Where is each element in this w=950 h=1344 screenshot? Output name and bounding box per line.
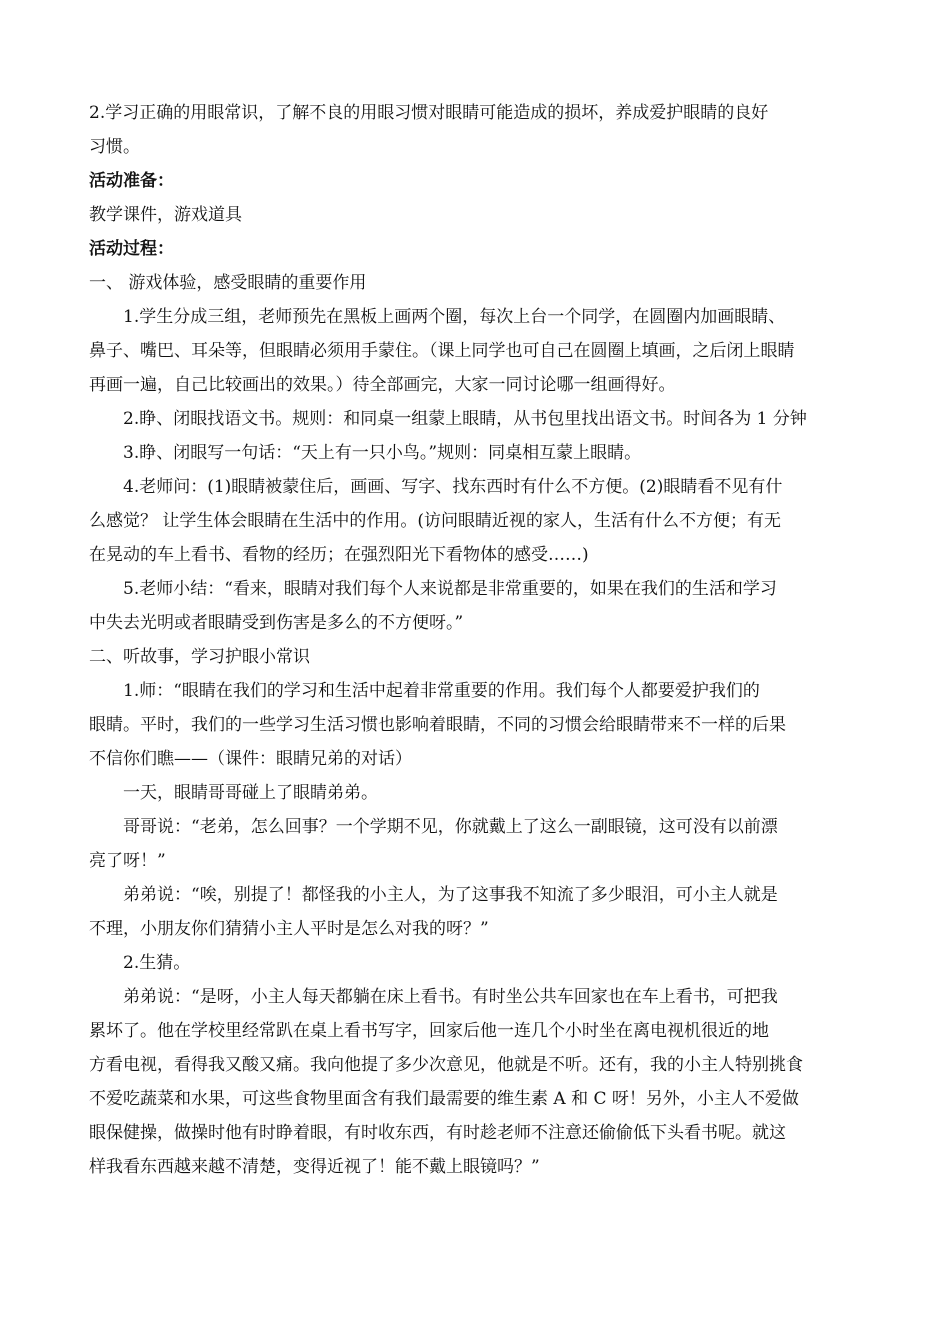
doc-line: 再画一遍，自己比较画出的效果。）待全部画完，大家一同讨论哪一组画得好。 (89, 375, 676, 395)
doc-line: 1.学生分成三组，老师预先在黑板上画两个圈，每次上台一个同学，在圆圈内加画眼睛、 (123, 307, 786, 327)
doc-line: 不爱吃蔬菜和水果，可这些食物里面含有我们最需要的维生素 A 和 C 呀！另外，小主人不爱做 (89, 1089, 799, 1109)
doc-line: 弟弟说：“是呀，小主人每天都躺在床上看书。有时坐公共车回家也在车上看书，可把我 (123, 987, 778, 1007)
doc-line: 一天，眼睛哥哥碰上了眼睛弟弟。 (123, 783, 378, 803)
doc-line: 哥哥说：“老弟，怎么回事？一个学期不见，你就戴上了这么一副眼镜，这可没有以前漂 (123, 817, 778, 837)
doc-line: 3.睁、闭眼写一句话：“天上有一只小鸟。”规则：同桌相互蒙上眼睛。 (123, 443, 642, 463)
document-page (89, 96, 865, 1184)
section-heading-process: 活动过程： (89, 239, 174, 259)
doc-line: 2.睁、闭眼找语文书。规则：和同桌一组蒙上眼睛，从书包里找出语文书。时间各为 1 分钟 (123, 409, 807, 429)
doc-line: 弟弟说：“唉，别提了！都怪我的小主人，为了这事我不知流了多少眼泪，可小主人就是 (123, 885, 778, 905)
doc-line: 中失去光明或者眼睛受到伤害是多么的不方便呀。” (89, 613, 464, 633)
doc-line: 不信你们瞧——（课件：眼睛兄弟的对话） (89, 749, 412, 769)
doc-line: 在晃动的车上看书、看物的经历；在强烈阳光下看物体的感受……) (89, 545, 589, 565)
doc-line: 不理，小朋友你们猜猜小主人平时是怎么对我的呀？” (89, 919, 489, 939)
doc-line: 教学课件，游戏道具 (89, 205, 242, 225)
doc-line: 1.师：“眼睛在我们的学习和生活中起着非常重要的作用。我们每个人都要爱护我们的 (123, 681, 760, 701)
doc-line: 眼睛。平时，我们的一些学习生活习惯也影响着眼睛，不同的习惯会给眼睛带来不一样的后果 (89, 715, 786, 735)
doc-line: 么感觉？ 让学生体会眼睛在生活中的作用。(访问眼睛近视的家人，生活有什么不方便；有无 (89, 511, 782, 531)
doc-line: 样我看东西越来越不清楚，变得近视了！能不戴上眼镜吗？” (89, 1157, 540, 1177)
doc-line: 鼻子、嘴巴、耳朵等，但眼睛必须用手蒙住。（课上同学也可自己在圆圈上填画，之后闭上眼睛 (89, 341, 795, 361)
doc-line: 眼保健操，做操时他有时睁着眼，有时收东西，有时趁老师不注意还偷偷低下头看书呢。就这 (89, 1123, 786, 1143)
section-heading-preparation: 活动准备： (89, 171, 174, 191)
doc-line: 习惯。 (89, 137, 140, 157)
doc-line: 方看电视，看得我又酸又痛。我向他提了多少次意见，他就是不听。还有，我的小主人特别挑食 (89, 1055, 803, 1075)
doc-line: 累坏了。他在学校里经常趴在桌上看书写字，回家后他一连几个小时坐在离电视机很近的地 (89, 1021, 769, 1041)
doc-line: 5.老师小结：“看来，眼睛对我们每个人来说都是非常重要的，如果在我们的生活和学习 (123, 579, 777, 599)
subsection-title-story: 二、听故事，学习护眼小常识 (89, 647, 310, 667)
doc-line: 2.学习正确的用眼常识，了解不良的用眼习惯对眼睛可能造成的损坏，养成爱护眼睛的良好 (89, 103, 769, 123)
doc-line: 亮了呀！” (89, 851, 166, 871)
doc-line: 2.生猜。 (123, 953, 191, 973)
subsection-title-game: 一、 游戏体验，感受眼睛的重要作用 (89, 273, 367, 293)
doc-line: 4.老师问：(1)眼睛被蒙住后，画画、写字、找东西时有什么不方便。(2)眼睛看不见有什 (123, 477, 783, 497)
